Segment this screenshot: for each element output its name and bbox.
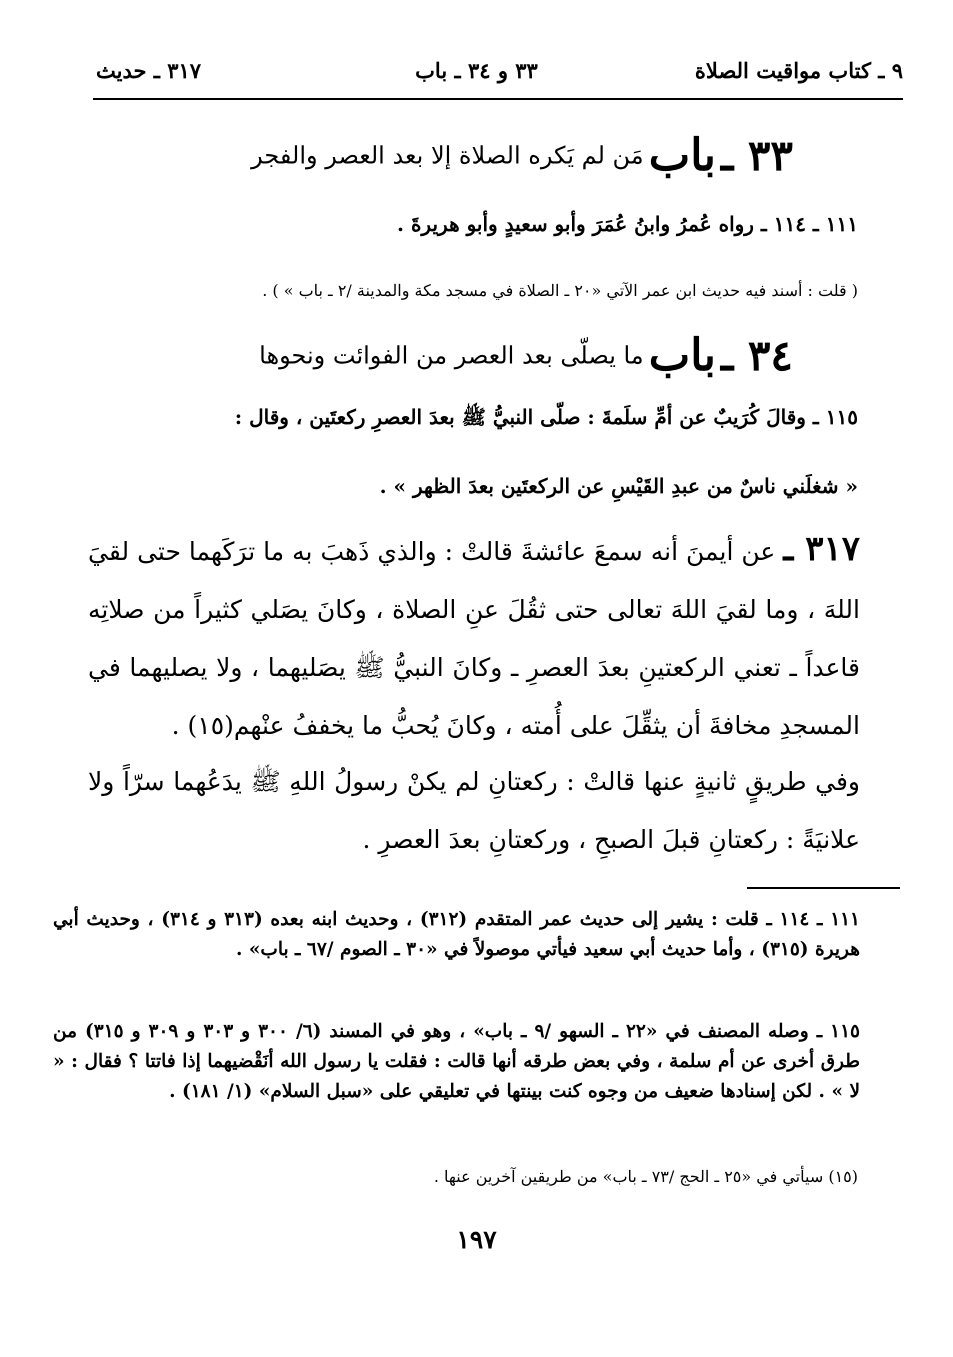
chapter-bab-label: باب [648,330,716,381]
header-divider [93,98,903,100]
page-number: ١٩٧ [456,1225,497,1254]
chapter-title: ما يصلّى بعد العصر من الفوائت ونحوها [259,341,644,370]
narration-115: ١١٥ ـ وقالَ كُرَيبٌ عن أمِّ سلَمةَ : صلّى النبيُّ ﷺ بعدَ العصرِ ركعتَين ، وقال : [234,405,858,429]
hadith-number: ٣١٧ ـ [783,529,860,569]
chapter-34-heading [259,330,793,381]
footnote-115: ١١٥ ـ وصله المصنف في «٢٢ ـ السهو /٩ ـ باب» ، وهو في المسند (٦/ ٣٠٠ و ٣٠٣ و ٣٠٩ و ٣١٥) من طرق أخرى عن أم سلمة ، وفي بعض طرقه أنها قالت : فقلت يا رسول الله أنَقْضيهما إذا فاتتا ؟ فقال : « لا » . لكن إسنادها ضعيف من وجوه كنت بينتها في تعليقي على «سبل السلام» (١/ ١٨١) . [53,1021,860,1102]
footnote-15: (١٥) سيأتي في «٢٥ ـ الحج /٧٣ ـ باب» من طريقين آخرين عنها . [433,1167,858,1186]
editor-note: ( قلت : أسند فيه حديث ابن عمر الآتي «٢٠ ـ الصلاة في مسجد مكة والمدينة /٢ ـ باب » ) . [262,281,858,300]
hadith-317-second-route: وفي طريقٍ ثانيةٍ عنها قالتْ : ركعتانِ لم يكنْ رسولُ اللهِ ﷺ يدَعُهما سرّاً ولا علانيَةً : ركعتانِ قبلَ الصبحِ ، وركعتانِ بعدَ العصرِ . [88,767,860,854]
chapter-33-heading [251,130,793,181]
footnote-divider [747,887,900,889]
chapter-title: مَن لم يَكره الصلاة إلا بعد العصر والفجر [251,141,644,170]
running-header-chapters: ٣٣ و ٣٤ ـ باب [415,58,538,83]
narration-115-quote: « شغلَني ناسٌ من عبدِ القَيْسِ عن الركعتَين بعدَ الظهر » . [379,474,858,498]
footnote-111-114: ١١١ ـ ١١٤ ـ قلت : يشير إلى حديث عمر المتقدم (٣١٢) ، وحديث ابنه بعده (٣١٣ و ٣١٤) ، وحديث أبي هريرة (٣١٥) ، وأما حديث أبي سعيد فيأتي موصولاً في «٣٠ ـ الصوم /٦٧ ـ باب» . [53,909,860,960]
running-header-hadith: ٣١٧ ـ حديث [96,58,202,83]
running-header-book: ٩ ـ كتاب مواقيت الصلاة [694,58,903,83]
hadith-text: عن أيمنَ أنه سمعَ عائشةَ قالتْ : والذي ذَهبَ به ما ترَكَهما حتى لقيَ اللهَ ، وما لقيَ اللهَ تعالى حتى ثقُلَ عنِ الصلاة ، وكانَ يصَلي كثيراً من صلاتِه قاعداً ـ تعني الركعتينِ بعدَ العصرِ ـ وكانَ النبيُّ ﷺ يصَليهما ، ولا يصليهما في المسجدِ مخافةَ أن يثقِّلَ على أُمته ، وكانَ يُحبُّ ما يخففُ عنْهم(١٥) . [88,537,860,740]
chapter-number: ٣٤ ـ [720,331,793,380]
narration-111-114: ١١١ ـ ١١٤ ـ رواه عُمرُ وابنُ عُمَرَ وأبو سعيدٍ وأبو هريرةَ . [397,212,858,236]
hadith-317 [88,520,860,755]
chapter-number: ٣٣ ـ [720,131,793,180]
chapter-bab-label: باب [648,130,716,181]
